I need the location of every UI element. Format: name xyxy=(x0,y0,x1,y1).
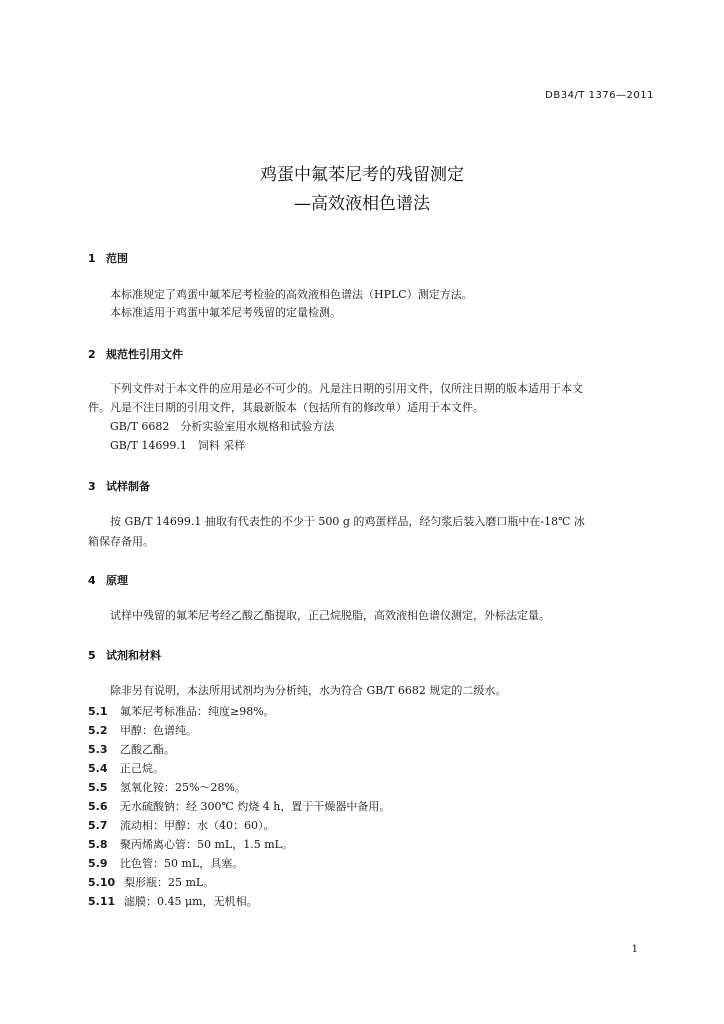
item-text: 乙酸乙酯。 xyxy=(120,743,175,756)
list-item xyxy=(88,703,275,719)
paragraph: 本标准规定了鸡蛋中氟苯尼考检验的高效液相色谱法（HPLC）测定方法。 xyxy=(110,288,473,301)
paragraph: 本标准适用于鸡蛋中氟苯尼考残留的定量检测。 xyxy=(110,306,341,319)
section-title: 试样制备 xyxy=(106,480,150,493)
list-item xyxy=(88,722,197,738)
section-title: 原理 xyxy=(106,574,128,587)
list-item xyxy=(88,798,390,814)
item-text: 梨形瓶：25 mL。 xyxy=(124,876,215,889)
item-number: 5.7 xyxy=(88,819,108,832)
reference-item: GB/T 6682 分析实验室用水规格和试验方法 xyxy=(110,420,335,433)
list-item xyxy=(88,893,258,909)
paragraph: 下列文件对于本文件的应用是必不可少的。凡是注日期的引用文件，仅所注日期的版本适用于本文 xyxy=(110,382,583,395)
section-number: 1 xyxy=(88,252,96,265)
section-number: 3 xyxy=(88,480,96,493)
item-number: 5.3 xyxy=(88,743,108,756)
paragraph: 箱保存备用。 xyxy=(88,535,154,548)
item-text: 氟苯尼考标准品：纯度≥98%。 xyxy=(120,705,275,718)
item-number: 5.9 xyxy=(88,857,108,870)
section-title: 规范性引用文件 xyxy=(106,348,183,361)
item-text: 聚丙烯离心管：50 mL，1.5 mL。 xyxy=(120,838,293,851)
paragraph: 按 GB/T 14699.1 抽取有代表性的不少于 500 g 的鸡蛋样品，经匀浆后装入磨口瓶中在-18℃ 冰 xyxy=(110,515,585,528)
section-number: 2 xyxy=(88,348,96,361)
item-number: 5.2 xyxy=(88,724,108,737)
list-item xyxy=(88,836,293,852)
item-text: 无水硫酸钠：经 300℃ 灼烧 4 h，置于干燥器中备用。 xyxy=(120,800,391,813)
section-heading-2 xyxy=(88,346,183,362)
list-item xyxy=(88,874,214,890)
item-number: 5.6 xyxy=(88,800,108,813)
section-heading-5 xyxy=(88,647,161,663)
section-title: 试剂和材料 xyxy=(106,649,161,662)
page-number: 1 xyxy=(631,944,638,955)
section-heading-4 xyxy=(88,572,128,588)
document-title: 鸡蛋中氟苯尼考的残留测定 xyxy=(260,165,464,185)
item-number: 5.11 xyxy=(88,895,116,908)
item-text: 滤膜：0.45 μm，无机相。 xyxy=(124,895,258,908)
section-title: 范围 xyxy=(106,252,128,265)
list-item xyxy=(88,779,246,795)
list-item xyxy=(88,741,175,757)
item-text: 流动相：甲醇：水（40：60）。 xyxy=(120,819,275,832)
item-text: 正己烷。 xyxy=(120,762,164,775)
paragraph: 件。凡是不注日期的引用文件，其最新版本（包括所有的修改单）适用于本文件。 xyxy=(88,401,484,414)
item-text: 甲醇：色谱纯。 xyxy=(120,724,197,737)
item-number: 5.1 xyxy=(88,705,108,718)
item-number: 5.4 xyxy=(88,762,108,775)
standard-code: DB34/T 1376—2011 xyxy=(545,90,654,101)
item-text: 比色管：50 mL，具塞。 xyxy=(120,857,244,870)
section-number: 4 xyxy=(88,574,96,587)
section-number: 5 xyxy=(88,649,96,662)
reference-item: GB/T 14699.1 饲料 采样 xyxy=(110,439,246,452)
paragraph: 试样中残留的氟苯尼考经乙酸乙酯提取，正己烷脱脂，高效液相色谱仪测定，外标法定量。 xyxy=(110,609,550,622)
list-item xyxy=(88,760,164,776)
section-heading-3 xyxy=(88,478,150,494)
list-item xyxy=(88,855,243,871)
item-number: 5.5 xyxy=(88,781,108,794)
item-number: 5.10 xyxy=(88,876,116,889)
list-item xyxy=(88,817,275,833)
item-number: 5.8 xyxy=(88,838,108,851)
section-heading-1 xyxy=(88,250,128,266)
item-text: 氢氧化铵：25%～28%。 xyxy=(120,781,246,794)
paragraph: 除非另有说明，本法所用试剂均为分析纯，水为符合 GB/T 6682 规定的二级水。 xyxy=(110,684,507,697)
document-subtitle: —高效液相色谱法 xyxy=(294,194,430,214)
